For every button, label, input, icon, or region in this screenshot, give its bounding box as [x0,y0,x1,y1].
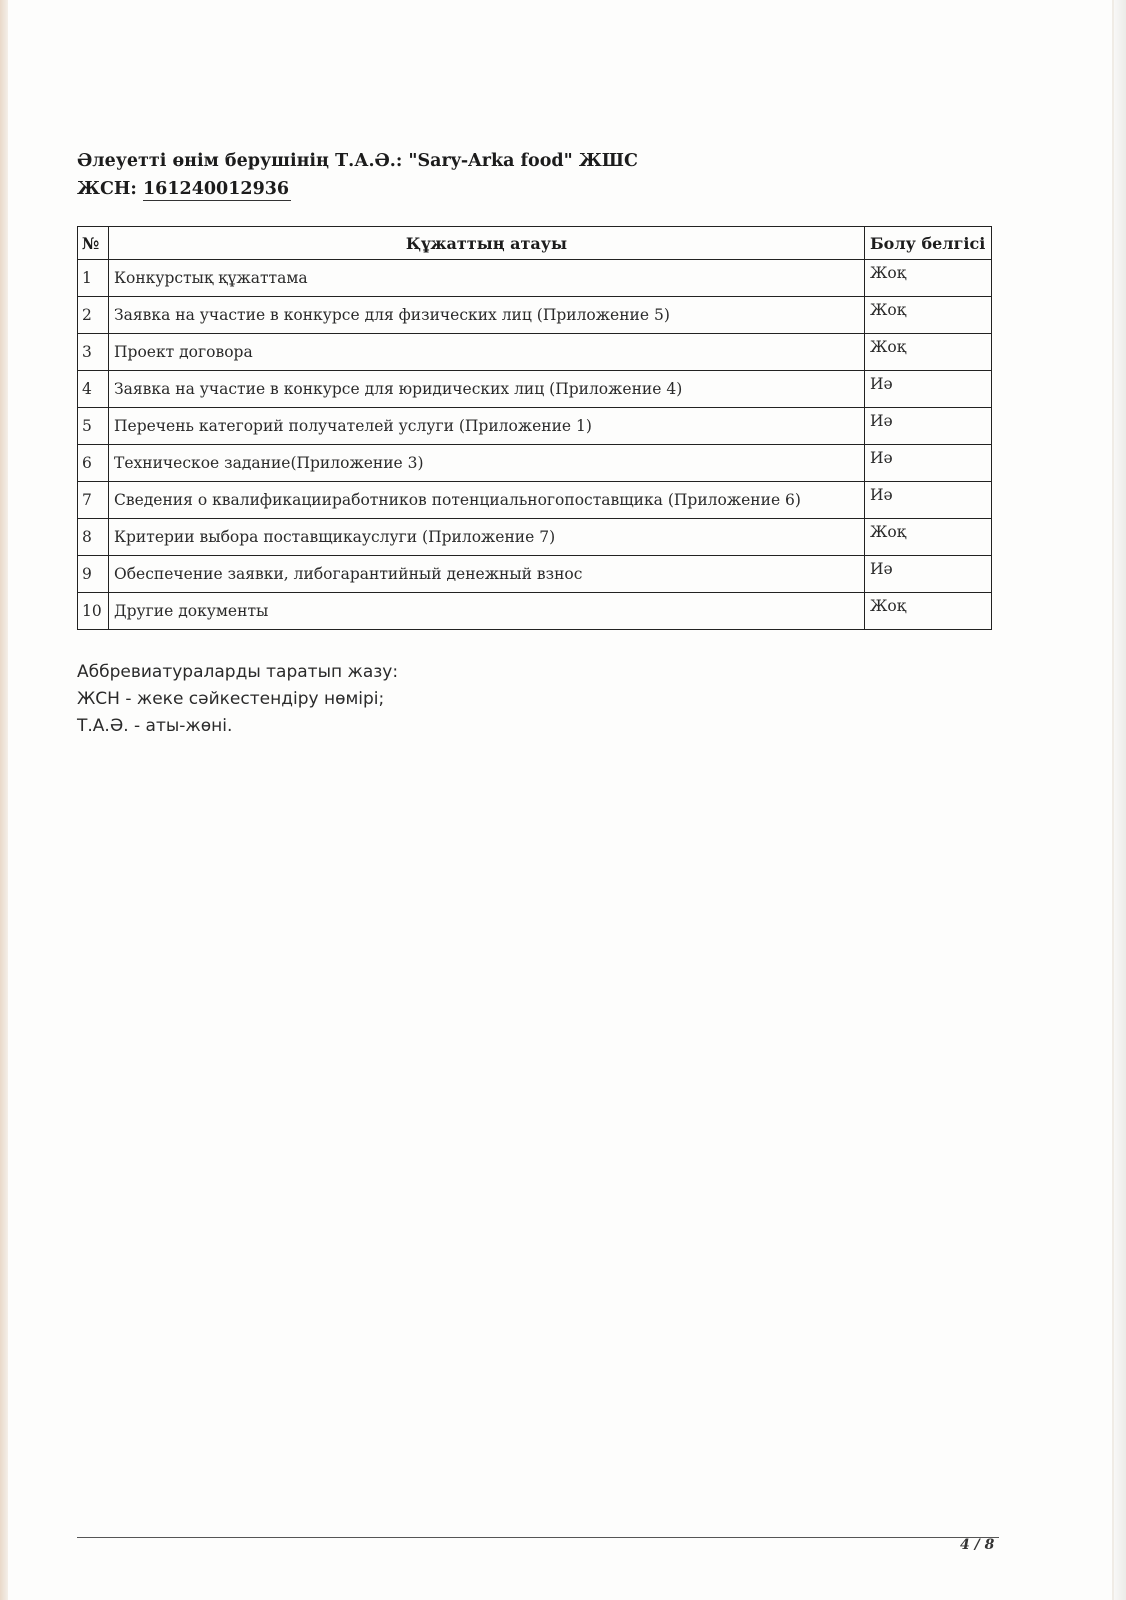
row-number: 8 [78,519,109,556]
table-row [78,371,992,408]
document-name: Сведения о квалификацииработников потенциальногопоставщика (Приложение 6) [109,482,865,519]
presence-mark: Иә [865,445,992,482]
abbreviations-title: Аббревиатураларды таратып жазу: [77,662,399,682]
row-number: 3 [78,334,109,371]
abbreviations-section [77,659,398,740]
column-header-number: № [78,227,109,260]
document-name: Проект договора [109,334,865,371]
paper-right-edge [1114,0,1126,1600]
bin-value: 161240012936 [142,179,290,199]
document-name: Критерии выбора поставщикауслуги (Приложение 7) [109,519,865,556]
row-number: 2 [78,297,109,334]
presence-mark: Жоқ [865,593,992,630]
presence-mark: Жоқ [865,297,992,334]
column-header-presence-mark: Болу белгісі [865,227,992,260]
presence-mark: Жоқ [865,334,992,371]
row-number: 1 [78,260,109,297]
row-number: 7 [78,482,109,519]
page-number: 4 / 8 [960,1537,995,1553]
document-name: Заявка на участие в конкурсе для физических лиц (Приложение 5) [109,297,865,334]
document-name: Перечень категорий получателей услуги (Приложение 1) [109,408,865,445]
abbreviation-bin: ЖСН - жеке сәйкестендіру нөмірі; [77,689,385,709]
document-header [77,147,638,203]
document-name: Конкурстық құжаттама [109,260,865,297]
table-row [78,482,992,519]
presence-mark: Жоқ [865,519,992,556]
document-name: Другие документы [109,593,865,630]
presence-mark: Иә [865,408,992,445]
bin-label: ЖСН: [77,179,143,199]
documents-table [77,226,992,630]
document-name: Заявка на участие в конкурсе для юридических лиц (Приложение 4) [109,371,865,408]
table-row [78,297,992,334]
document-name: Техническое задание(Приложение 3) [109,445,865,482]
table-row [78,260,992,297]
column-header-document-name: Құжаттың атауы [109,227,865,260]
presence-mark: Иә [865,371,992,408]
table-row [78,556,992,593]
table-header-row [78,227,992,260]
paper-left-edge [0,0,8,1600]
abbreviation-full-name: Т.А.Ә. - аты-жөні. [77,716,233,736]
presence-mark: Иә [865,556,992,593]
table-row [78,408,992,445]
table-row [78,593,992,630]
table-row [78,445,992,482]
presence-mark: Иә [865,482,992,519]
table-row [78,334,992,371]
supplier-name: Әлеуетті өнім берушінің Т.А.Ә.: "Sary-Arka food" ЖШС [77,151,638,171]
row-number: 6 [78,445,109,482]
row-number: 9 [78,556,109,593]
row-number: 10 [78,593,109,630]
row-number: 4 [78,371,109,408]
presence-mark: Жоқ [865,260,992,297]
bin-line [77,175,638,203]
document-name: Обеспечение заявки, либогарантийный денежный взнос [109,556,865,593]
table-row [78,519,992,556]
footer-divider [77,1537,999,1538]
row-number: 5 [78,408,109,445]
